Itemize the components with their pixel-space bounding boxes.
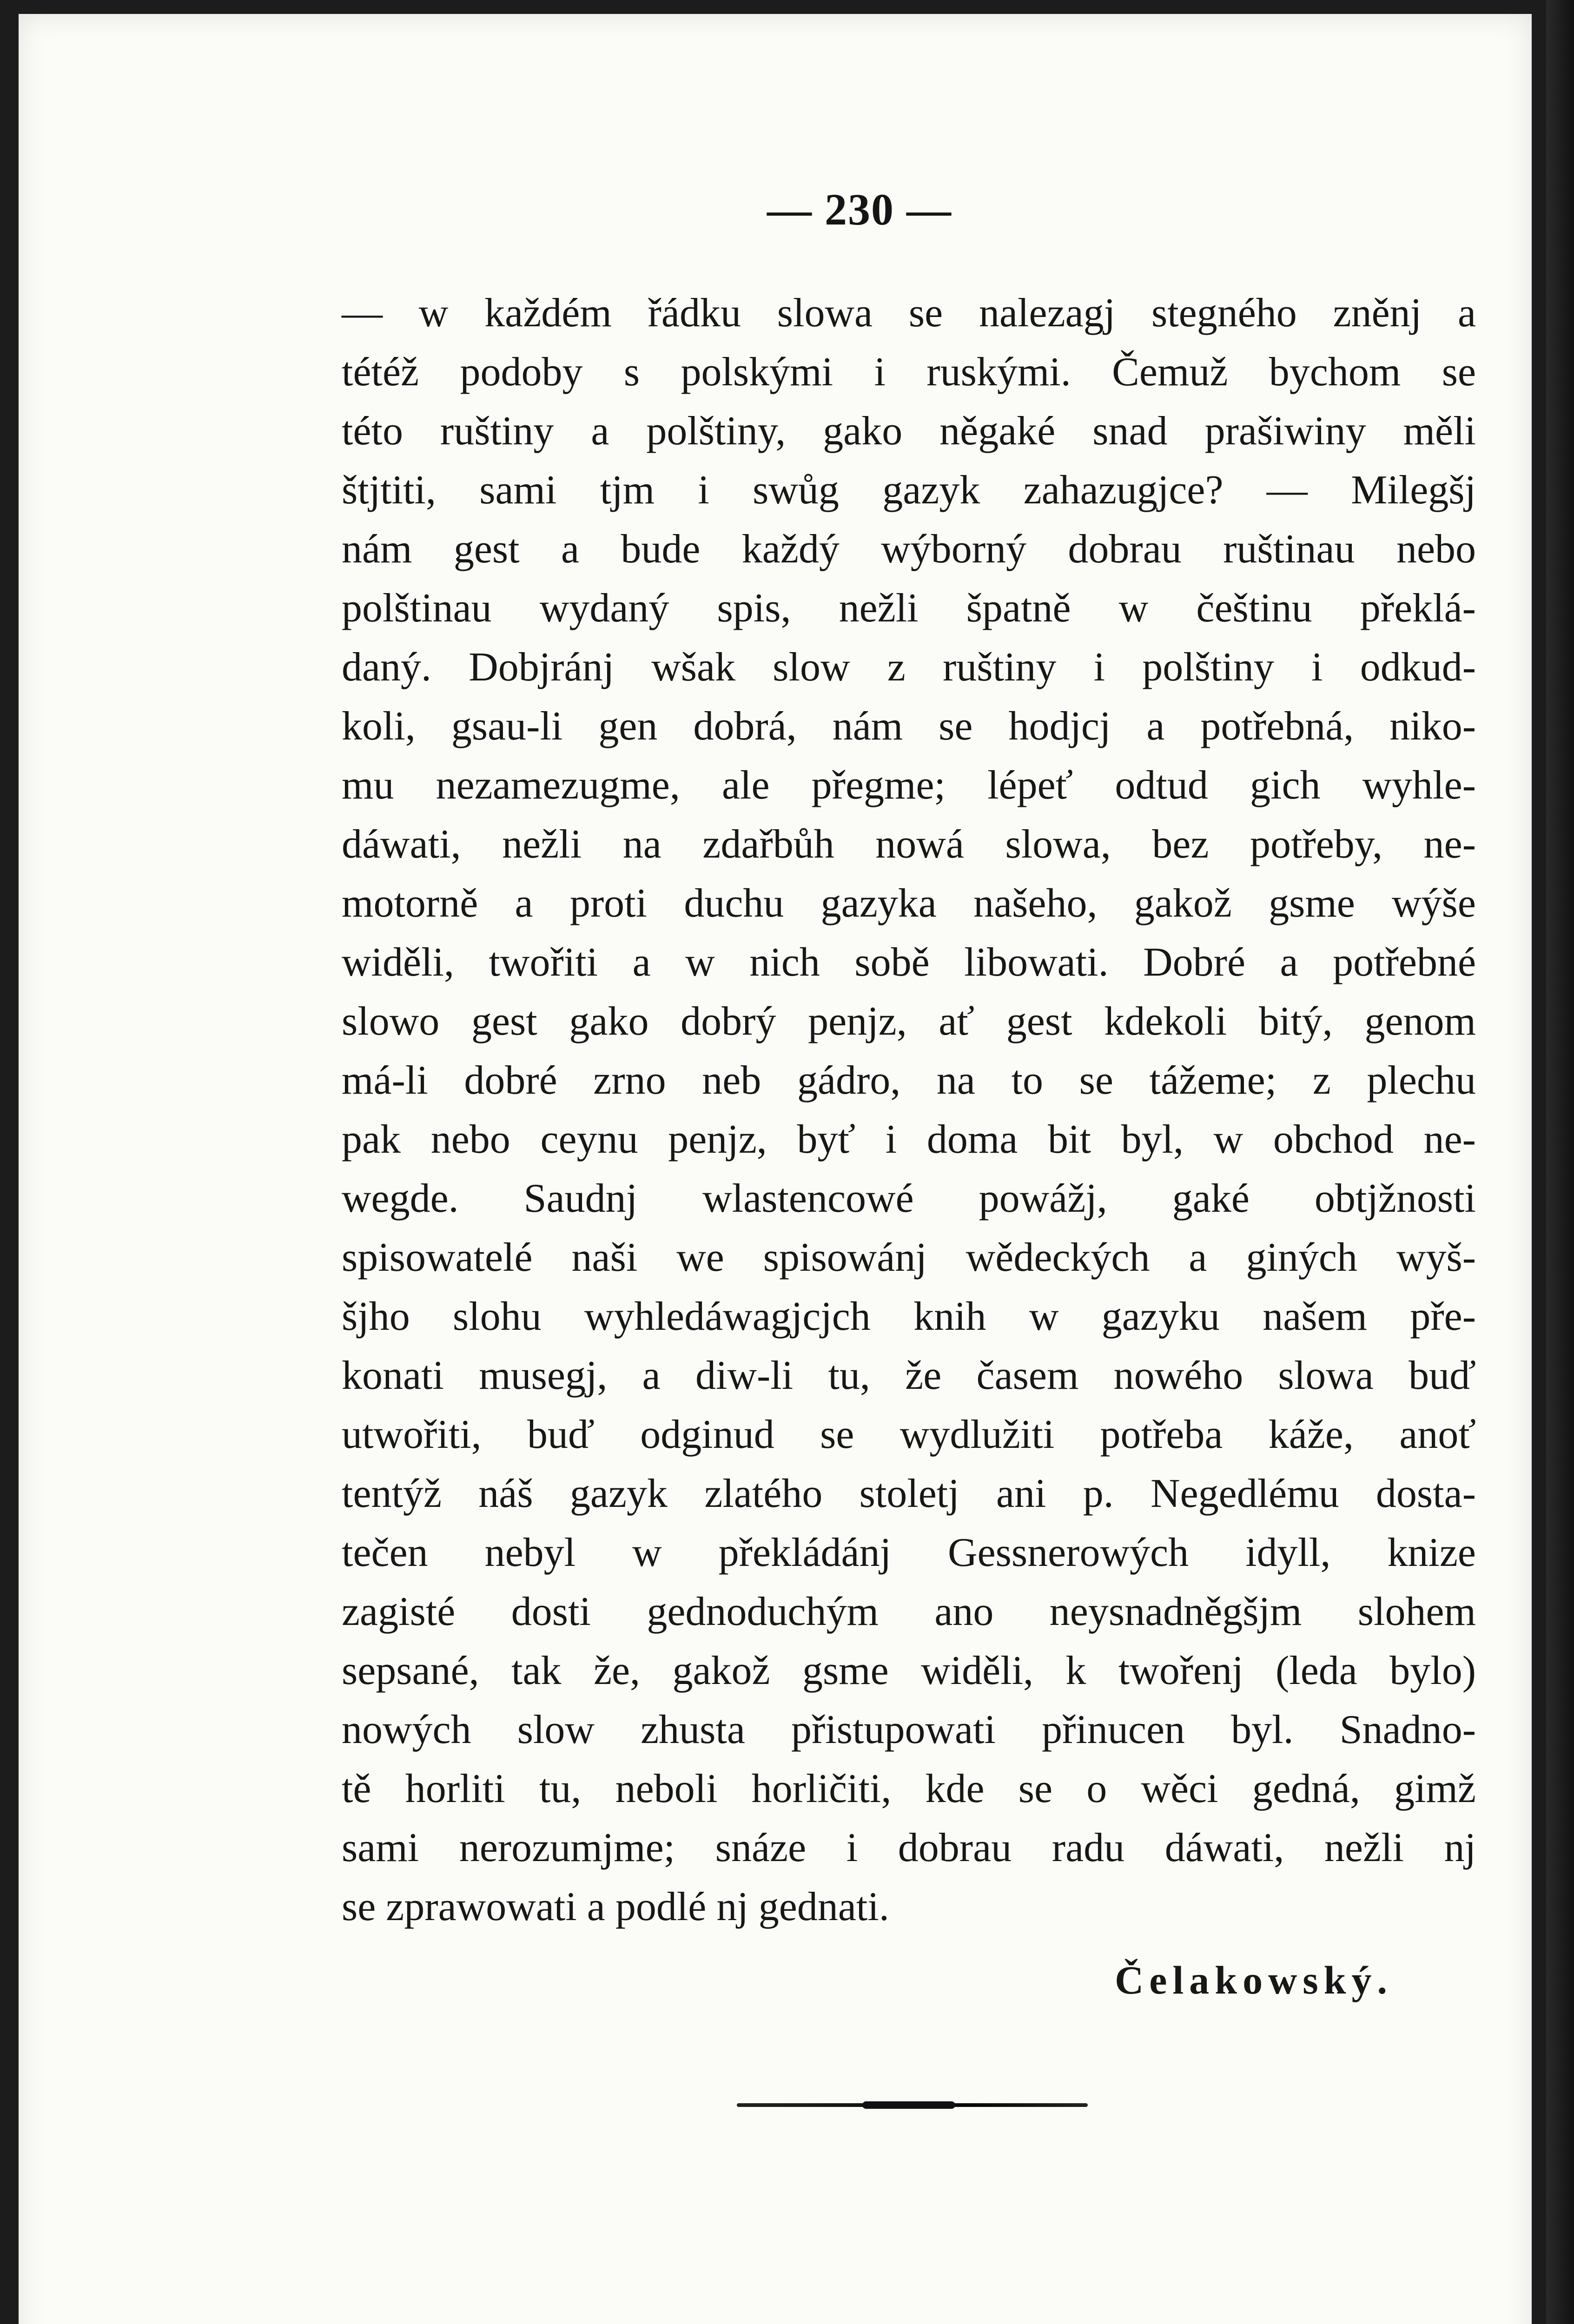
text-line: daný. Dobjránj wšak slow z ruštiny i polštiny i odkud- <box>342 645 1476 690</box>
text-line: widěli, twořiti a w nich sobě libowati. Dobré a potřebné <box>342 940 1476 985</box>
text-line: tečen nebyl w překládánj Gessnerowých idyll, knize <box>342 1530 1476 1575</box>
text-line: nowých slow zhusta přistupowati přinucen byl. Snadno- <box>342 1707 1476 1752</box>
text-line: sepsané, tak že, gakož gsme widěli, k twořenj (leda bylo) <box>342 1648 1476 1693</box>
text-line: mu nezamezugme, ale přegme; lépeť odtud gich wyhle- <box>342 763 1476 808</box>
page-number: — 230 — <box>767 185 952 234</box>
text-line: tentýž náš gazyk zlatého stoletj ani p. Negedlému dosta- <box>342 1471 1476 1516</box>
scan-edge <box>1546 0 1574 2324</box>
text-line: zagisté dosti gednoduchým ano neysnadněgšjm slohem <box>342 1589 1476 1634</box>
author-signature: Čelakowský. <box>1115 1958 1393 2002</box>
text-line: slowo gest gako dobrý penjz, ať gest kdekoli bitý, genom <box>342 999 1476 1044</box>
text-line: wegde. Saudnj wlastencowé powážj, gaké obtjžnosti <box>342 1176 1476 1221</box>
text-line: šjho slohu wyhledáwagjcjch knih w gazyku našem pře- <box>342 1294 1476 1339</box>
text-line: štjtiti, sami tjm i swůg gazyk zahazugjce? — Milegšj <box>342 468 1476 513</box>
section-divider <box>737 2103 1088 2107</box>
body-paragraph <box>342 284 1476 1936</box>
text-line: má-li dobré zrno neb gádro, na to se tážeme; z plechu <box>342 1058 1476 1103</box>
text-line: pak nebo ceynu penjz, byť i doma bit byl, w obchod ne- <box>342 1117 1476 1162</box>
text-line: se zprawowati a podlé nj gednati. <box>342 1884 889 1929</box>
text-line: nám gest a bude každý wýborný dobrau ruštinau nebo <box>342 527 1476 572</box>
text-line: spisowatelé naši we spisowánj wědeckých a giných wyš- <box>342 1235 1476 1280</box>
text-line: sami nerozumjme; snáze i dobrau radu dáwati, nežli nj <box>342 1825 1476 1870</box>
text-line: — w každém řádku slowa se nalezagj stegného zněnj a <box>342 290 1476 336</box>
text-line: utwořiti, buď odginud se wydlužiti potřeba káže, anoť <box>342 1412 1476 1457</box>
text-line: polštinau wydaný spis, nežli špatně w češtinu překlá- <box>342 586 1476 631</box>
text-line: této ruštiny a polštiny, gako něgaké snad prašiwiny měli <box>342 409 1476 454</box>
text-line: motorně a proti duchu gazyka našeho, gakož gsme wýše <box>342 881 1476 926</box>
text-line: konati musegj, a diw-li tu, že časem nowého slowa buď <box>342 1353 1476 1398</box>
text-line: dáwati, nežli na zdařbůh nowá slowa, bez potřeby, ne- <box>342 822 1476 867</box>
text-line: tétéž podoby s polskými i ruskými. Čemuž bychom se <box>342 350 1476 395</box>
text-line: tě horliti tu, neboli horličiti, kde se o wěci gedná, gimž <box>342 1766 1476 1811</box>
text-line: koli, gsau-li gen dobrá, nám se hodjcj a potřebná, niko- <box>342 704 1476 749</box>
